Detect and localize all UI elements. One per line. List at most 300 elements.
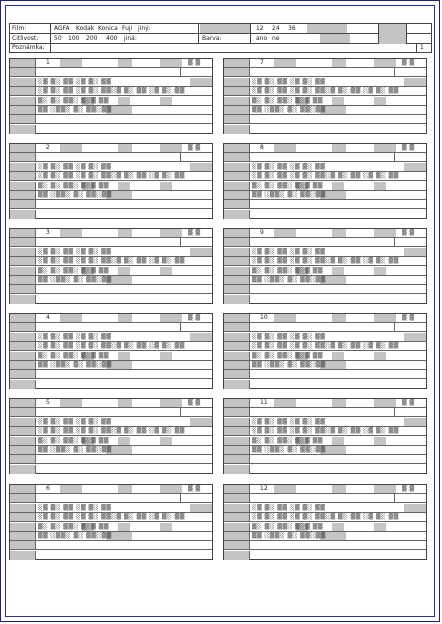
frame-field-gray — [118, 485, 132, 493]
frame-field-gray — [274, 314, 296, 322]
page-number: 1 — [420, 44, 424, 51]
frame-row — [10, 78, 212, 87]
frame-field-gray — [60, 229, 82, 237]
frame-number: 5 — [46, 399, 50, 406]
frame-row-label — [224, 238, 250, 246]
iso-50[interactable]: 50 — [54, 35, 62, 42]
frame-row-label — [224, 163, 250, 171]
frame-row — [224, 485, 426, 494]
frame-row — [10, 408, 212, 417]
frame-row — [10, 191, 212, 200]
frame-row — [224, 257, 426, 266]
frame-row-label — [10, 97, 36, 105]
frame-mark: ▒ ▒ — [188, 399, 201, 406]
frame-pattern: ▒░ ▒░ ▒▒░ ▒░▒ ▒▒ — [252, 522, 323, 530]
frame-row — [10, 285, 212, 294]
frame-row — [10, 323, 212, 332]
frame-row-label — [10, 276, 36, 284]
frame-pattern: ▒▒ ░▒▒░ ▒░ ▒▒░▒▒ — [252, 361, 326, 368]
frame-row-label — [10, 68, 36, 76]
frame-row-label — [224, 352, 250, 360]
frame-pattern: ░▒ ▒░ ▒▒ ░▒ ▒░ ▒▒░▒ ▒░ ▒▒ ░▒ ▒░ ▒▒ — [252, 427, 399, 435]
frame-small-box[interactable] — [394, 153, 404, 161]
frame-pattern: ▒░ ▒░ ▒▒░ ▒░▒ ▒▒ — [38, 351, 109, 359]
frames-36[interactable]: 36 — [288, 25, 296, 32]
frame-mark: ▒ ▒ — [188, 229, 201, 236]
frame-row — [224, 229, 426, 238]
frame-pattern: ▒░ ▒░ ▒▒░ ▒░▒ ▒▒ — [252, 436, 323, 444]
frame-row — [10, 437, 212, 446]
header-gray-label — [200, 24, 250, 33]
frame-field-gray — [160, 485, 182, 493]
frame-field-gray — [404, 418, 426, 426]
frame-row — [10, 465, 212, 474]
frame-field-gray — [60, 59, 82, 67]
frame-pattern: ▒░ ▒░ ▒▒░ ▒░▒ ▒▒ — [252, 181, 323, 189]
frame-mark: ▒ ▒ — [402, 144, 415, 151]
frame-row — [10, 418, 212, 427]
frame-row — [224, 163, 426, 172]
frame-row — [224, 87, 426, 96]
frame-row-label — [224, 115, 250, 123]
frame-row-label — [10, 541, 36, 549]
frame-row-label — [224, 182, 250, 190]
frame-mark: ▒ ▒ — [402, 59, 415, 66]
frame-row — [10, 532, 212, 541]
frame-row-label — [224, 513, 250, 521]
frame-row — [10, 200, 212, 209]
frame-field-gray — [60, 399, 82, 407]
frame-field-gray — [404, 248, 426, 256]
frame-row — [224, 333, 426, 342]
frame-row-label — [224, 380, 250, 389]
frame-row — [10, 333, 212, 342]
frame-small-box[interactable] — [180, 494, 190, 502]
frame-row — [224, 267, 426, 276]
frame-small-box[interactable] — [394, 408, 404, 416]
frame-pattern: ░▒ ▒░ ▒▒ ░▒ ▒░ ▒▒░▒ ▒░ ▒▒ ░▒ ▒░ ▒▒ — [252, 257, 399, 265]
frame-field-gray — [274, 229, 296, 237]
frame-field-gray — [274, 399, 296, 407]
header-gray-cell — [307, 24, 347, 33]
frame-field-gray — [404, 163, 426, 171]
frame-row — [224, 427, 426, 436]
frame-row — [10, 541, 212, 550]
frame-row-label — [10, 342, 36, 350]
header-row-film — [10, 24, 431, 34]
frame-field-gray — [160, 144, 182, 152]
frame-field-gray — [332, 144, 346, 152]
frame-field-gray — [190, 163, 212, 171]
frame-mark: ▒ ▒ — [402, 399, 415, 406]
frame-row-label — [10, 323, 36, 331]
frame-small-box[interactable] — [394, 68, 404, 76]
frame-small-box[interactable] — [180, 408, 190, 416]
frame-row — [10, 172, 212, 181]
frame-row — [224, 513, 426, 522]
frame-row-label — [224, 532, 250, 540]
frame-pattern: ▒▒ ░▒▒░ ▒░ ▒▒░▒▒ — [38, 191, 112, 198]
frame-pattern: ░▒ ▒░ ▒▒ ░▒ ▒░ ▒▒ — [252, 417, 326, 425]
frame-pattern: ░▒ ▒░ ▒▒ ░▒ ▒░ ▒▒ — [38, 162, 112, 170]
frame-field-gray — [118, 144, 132, 152]
frame-row — [10, 380, 212, 389]
frame-field-gray — [118, 399, 132, 407]
frame-row — [10, 257, 212, 266]
frame-field-gray — [332, 399, 346, 407]
frame-row-label — [10, 465, 36, 474]
frame-row-label — [10, 352, 36, 360]
color-label: Barva: — [202, 35, 222, 42]
frame-row-label — [10, 182, 36, 190]
frame-row-label — [10, 532, 36, 540]
frame-pattern: ▒▒ ░▒▒░ ▒░ ▒▒░▒▒ — [38, 532, 112, 539]
frame-row — [224, 106, 426, 115]
frame-row — [224, 210, 426, 219]
frame-number: 3 — [46, 229, 50, 236]
frame-number: 12 — [260, 485, 268, 492]
frame-row-label — [224, 229, 250, 237]
frame-row — [224, 532, 426, 541]
frame-small-box[interactable] — [394, 323, 404, 331]
frame-pattern: ░▒ ▒░ ▒▒ ░▒ ▒░ ▒▒ — [38, 332, 112, 340]
frame-pattern: ░▒ ▒░ ▒▒ ░▒ ▒░ ▒▒░▒ ▒░ ▒▒ ░▒ ▒░ ▒▒ — [252, 87, 399, 95]
frame-row — [224, 97, 426, 106]
frame-row-label — [10, 408, 36, 416]
frame-row-label — [10, 513, 36, 521]
frame-number: 10 — [260, 314, 268, 321]
frame-row-label — [224, 523, 250, 531]
frame-row-label — [224, 494, 250, 502]
frame-number: 2 — [46, 144, 50, 151]
frame-row-label — [224, 541, 250, 549]
frame-row-label — [224, 68, 250, 76]
frame-field-gray — [190, 504, 212, 512]
frame-mark: ▒ ▒ — [402, 314, 415, 321]
frame-mark: ▒ ▒ — [188, 314, 201, 321]
frame-row-label — [224, 248, 250, 256]
frame-row-label — [10, 285, 36, 293]
frame-row — [10, 248, 212, 257]
frame-field-gray — [332, 314, 346, 322]
frame-row — [10, 352, 212, 361]
frame-row — [10, 153, 212, 162]
frame-row — [224, 125, 426, 134]
frame-row — [10, 163, 212, 172]
frame-field-gray — [160, 399, 182, 407]
iso-100[interactable]: 100 — [68, 35, 80, 42]
frame-row-label — [224, 465, 250, 474]
frame-row — [224, 541, 426, 550]
frame-block — [9, 228, 213, 304]
frame-row-label — [224, 485, 250, 493]
frame-row-label — [224, 370, 250, 378]
frame-row — [10, 115, 212, 124]
frame-row — [224, 399, 426, 408]
frame-row-label — [10, 210, 36, 219]
frame-pattern: ░▒ ▒░ ▒▒ ░▒ ▒░ ▒▒ — [252, 77, 326, 85]
frame-row-label — [10, 229, 36, 237]
frame-row-label — [224, 399, 250, 407]
frame-row — [224, 285, 426, 294]
frame-row-label — [10, 191, 36, 199]
frame-field-gray — [60, 144, 82, 152]
frame-number: 11 — [260, 399, 268, 406]
film-option-fuji[interactable]: Fuji — [122, 25, 133, 32]
frame-block — [9, 398, 213, 474]
frame-mark: ▒ ▒ — [402, 485, 415, 492]
frame-field-gray — [332, 229, 346, 237]
frame-row-label — [224, 97, 250, 105]
frame-pattern: ░▒ ▒░ ▒▒ ░▒ ▒░ ▒▒░▒ ▒░ ▒▒ ░▒ ▒░ ▒▒ — [38, 257, 185, 265]
frame-pattern: ▒▒ ░▒▒░ ▒░ ▒▒░▒▒ — [252, 532, 326, 539]
frame-row — [10, 182, 212, 191]
frame-field-gray — [374, 144, 396, 152]
frame-small-box[interactable] — [394, 494, 404, 502]
frame-pattern: ▒▒ ░▒▒░ ▒░ ▒▒░▒▒ — [38, 276, 112, 283]
frame-pattern: ░▒ ▒░ ▒▒ ░▒ ▒░ ▒▒░▒ ▒░ ▒▒ ░▒ ▒░ ▒▒ — [252, 172, 399, 180]
frame-pattern: ░▒ ▒░ ▒▒ ░▒ ▒░ ▒▒░▒ ▒░ ▒▒ ░▒ ▒░ ▒▒ — [38, 513, 185, 521]
frame-row — [10, 59, 212, 68]
frame-row — [224, 191, 426, 200]
frame-row-label — [224, 455, 250, 463]
frame-pattern: ░▒ ▒░ ▒▒ ░▒ ▒░ ▒▒ — [252, 503, 326, 511]
frame-row — [10, 523, 212, 532]
frame-small-box[interactable] — [180, 153, 190, 161]
frame-number: 8 — [260, 144, 264, 151]
iso-400[interactable]: 400 — [106, 35, 118, 42]
frame-pattern: ░▒ ▒░ ▒▒ ░▒ ▒░ ▒▒░▒ ▒░ ▒▒ ░▒ ▒░ ▒▒ — [252, 342, 399, 350]
frame-pattern: ░▒ ▒░ ▒▒ ░▒ ▒░ ▒▒ — [252, 247, 326, 255]
frame-row-label — [10, 504, 36, 512]
frame-row-label — [10, 144, 36, 152]
frame-row — [10, 87, 212, 96]
frame-field-gray — [374, 59, 396, 67]
frame-row — [10, 106, 212, 115]
frame-row-label — [10, 485, 36, 493]
frame-row-label — [10, 87, 36, 95]
frame-row — [224, 523, 426, 532]
frame-row-label — [224, 106, 250, 114]
frame-row — [10, 144, 212, 153]
frame-row — [224, 200, 426, 209]
frame-row-label — [10, 295, 36, 304]
frame-row-label — [224, 418, 250, 426]
frame-row — [224, 494, 426, 503]
frame-pattern: ▒░ ▒░ ▒▒░ ▒░▒ ▒▒ — [252, 96, 323, 104]
frame-row-label — [224, 87, 250, 95]
frame-mark: ▒ ▒ — [188, 59, 201, 66]
frame-pattern: ░▒ ▒░ ▒▒ ░▒ ▒░ ▒▒ — [252, 332, 326, 340]
frame-pattern: ▒▒ ░▒▒░ ▒░ ▒▒░▒▒ — [252, 446, 326, 453]
frames-24[interactable]: 24 — [272, 25, 280, 32]
frame-mark: ▒ ▒ — [402, 229, 415, 236]
frame-row-label — [224, 333, 250, 341]
frame-row-label — [10, 115, 36, 123]
frame-row — [10, 342, 212, 351]
header-gray-cell-2 — [320, 34, 350, 43]
frame-row — [10, 125, 212, 134]
frame-small-box[interactable] — [394, 238, 404, 246]
frame-pattern: ░▒ ▒░ ▒▒ ░▒ ▒░ ▒▒░▒ ▒░ ▒▒ ░▒ ▒░ ▒▒ — [38, 172, 185, 180]
header-row-notes — [10, 44, 431, 53]
frame-row-label — [224, 427, 250, 435]
frame-row-label — [224, 191, 250, 199]
frame-row-label — [224, 172, 250, 180]
frame-row-label — [10, 418, 36, 426]
notes-label: Poznámka: — [12, 44, 45, 51]
frame-block — [9, 313, 213, 389]
frame-row — [10, 361, 212, 370]
frame-row — [10, 276, 212, 285]
frame-row — [10, 513, 212, 522]
frame-row-label — [10, 333, 36, 341]
frame-field-gray — [60, 485, 82, 493]
frame-row-label — [10, 163, 36, 171]
frame-field-gray — [118, 59, 132, 67]
frame-row-label — [10, 551, 36, 560]
frame-row — [224, 437, 426, 446]
frame-field-gray — [160, 314, 182, 322]
frame-row — [224, 418, 426, 427]
frame-row-label — [224, 551, 250, 560]
frame-row-label — [10, 238, 36, 246]
frame-row-label — [10, 427, 36, 435]
frame-pattern: ░▒ ▒░ ▒▒ ░▒ ▒░ ▒▒░▒ ▒░ ▒▒ ░▒ ▒░ ▒▒ — [252, 513, 399, 521]
frame-field-gray — [190, 333, 212, 341]
film-option-agfa[interactable]: AGFA — [54, 25, 70, 32]
frame-block — [223, 398, 427, 474]
frame-pattern: ░▒ ▒░ ▒▒ ░▒ ▒░ ▒▒░▒ ▒░ ▒▒ ░▒ ▒░ ▒▒ — [38, 87, 185, 95]
frame-row-label — [224, 437, 250, 445]
film-label: Film: — [12, 25, 27, 32]
frame-row — [224, 295, 426, 304]
frame-pattern: ▒▒ ░▒▒░ ▒░ ▒▒░▒▒ — [38, 446, 112, 453]
frame-row-label — [10, 314, 36, 322]
film-option-kodak[interactable]: Kodak — [76, 25, 95, 32]
frame-pattern: ▒▒ ░▒▒░ ▒░ ▒▒░▒▒ — [252, 276, 326, 283]
frame-row-label — [224, 446, 250, 454]
frame-row — [10, 238, 212, 247]
frame-row — [224, 465, 426, 474]
frame-row-label — [224, 125, 250, 134]
frame-row-label — [224, 361, 250, 369]
frame-row-label — [224, 504, 250, 512]
frame-row-label — [10, 437, 36, 445]
frames-12[interactable]: 12 — [256, 25, 264, 32]
frame-row-label — [10, 153, 36, 161]
frame-field-gray — [404, 78, 426, 86]
frame-row-label — [10, 446, 36, 454]
frame-pattern: ▒▒ ░▒▒░ ▒░ ▒▒░▒▒ — [252, 191, 326, 198]
iso-other[interactable]: jiná: — [124, 35, 137, 42]
frame-pattern: ░▒ ▒░ ▒▒ ░▒ ▒░ ▒▒ — [38, 77, 112, 85]
frame-row — [224, 314, 426, 323]
frame-row-label — [10, 399, 36, 407]
frame-row — [224, 352, 426, 361]
frame-row-label — [224, 276, 250, 284]
frame-row — [10, 455, 212, 464]
frame-row — [10, 494, 212, 503]
frame-row-label — [224, 59, 250, 67]
frame-row — [10, 485, 212, 494]
film-option-other[interactable]: jiný: — [138, 25, 151, 32]
frame-row — [224, 323, 426, 332]
frame-row — [224, 455, 426, 464]
frame-row — [224, 59, 426, 68]
frame-row — [10, 295, 212, 304]
frame-small-box[interactable] — [180, 323, 190, 331]
frame-row-label — [10, 106, 36, 114]
frame-pattern: ▒▒ ░▒▒░ ▒░ ▒▒░▒▒ — [38, 361, 112, 368]
frame-field-gray — [332, 59, 346, 67]
frame-pattern: ░▒ ▒░ ▒▒ ░▒ ▒░ ▒▒░▒ ▒░ ▒▒ ░▒ ▒░ ▒▒ — [38, 427, 185, 435]
frame-field-gray — [274, 144, 296, 152]
frame-row — [10, 314, 212, 323]
sensitivity-label: Citlivost: — [12, 35, 39, 42]
frame-row — [10, 504, 212, 513]
frame-field-gray — [332, 485, 346, 493]
frame-row-label — [224, 153, 250, 161]
frame-row — [224, 504, 426, 513]
frame-row — [10, 267, 212, 276]
frame-field-gray — [374, 314, 396, 322]
frame-row — [224, 408, 426, 417]
header-side-box — [406, 24, 432, 44]
frame-small-box[interactable] — [180, 68, 190, 76]
frame-row-label — [10, 361, 36, 369]
frame-row-label — [10, 59, 36, 67]
iso-200[interactable]: 200 — [86, 35, 98, 42]
frame-row — [224, 153, 426, 162]
color-yes[interactable]: ano — [256, 35, 268, 42]
header-table — [9, 23, 432, 53]
frame-field-gray — [190, 78, 212, 86]
frame-row — [224, 115, 426, 124]
frame-number: 9 — [260, 229, 264, 236]
film-option-konica[interactable]: Konica — [98, 25, 118, 32]
frame-pattern: ░▒ ▒░ ▒▒ ░▒ ▒░ ▒▒░▒ ▒░ ▒▒ ░▒ ▒░ ▒▒ — [38, 342, 185, 350]
frame-row — [10, 68, 212, 77]
frame-block — [9, 143, 213, 219]
frame-row — [224, 380, 426, 389]
frame-field-gray — [118, 229, 132, 237]
frame-row — [10, 446, 212, 455]
frame-row-label — [10, 78, 36, 86]
frame-row-label — [10, 125, 36, 134]
frame-row-label — [224, 342, 250, 350]
frame-field-gray — [274, 59, 296, 67]
header-row-sensitivity — [10, 34, 431, 44]
frame-pattern: ░▒ ▒░ ▒▒ ░▒ ▒░ ▒▒ — [38, 247, 112, 255]
frame-field-gray — [160, 229, 182, 237]
frame-row-label — [224, 295, 250, 304]
header-side-gray — [378, 24, 406, 44]
frame-row — [10, 399, 212, 408]
frame-row — [224, 248, 426, 257]
frame-field-gray — [374, 485, 396, 493]
frame-row — [10, 210, 212, 219]
frame-small-box[interactable] — [180, 238, 190, 246]
frame-row — [224, 172, 426, 181]
frame-row — [224, 144, 426, 153]
frame-block — [223, 484, 427, 560]
frame-field-gray — [160, 59, 182, 67]
frame-row-label — [10, 267, 36, 275]
frame-field-gray — [190, 248, 212, 256]
frame-row — [224, 68, 426, 77]
color-no[interactable]: ne — [272, 35, 280, 42]
